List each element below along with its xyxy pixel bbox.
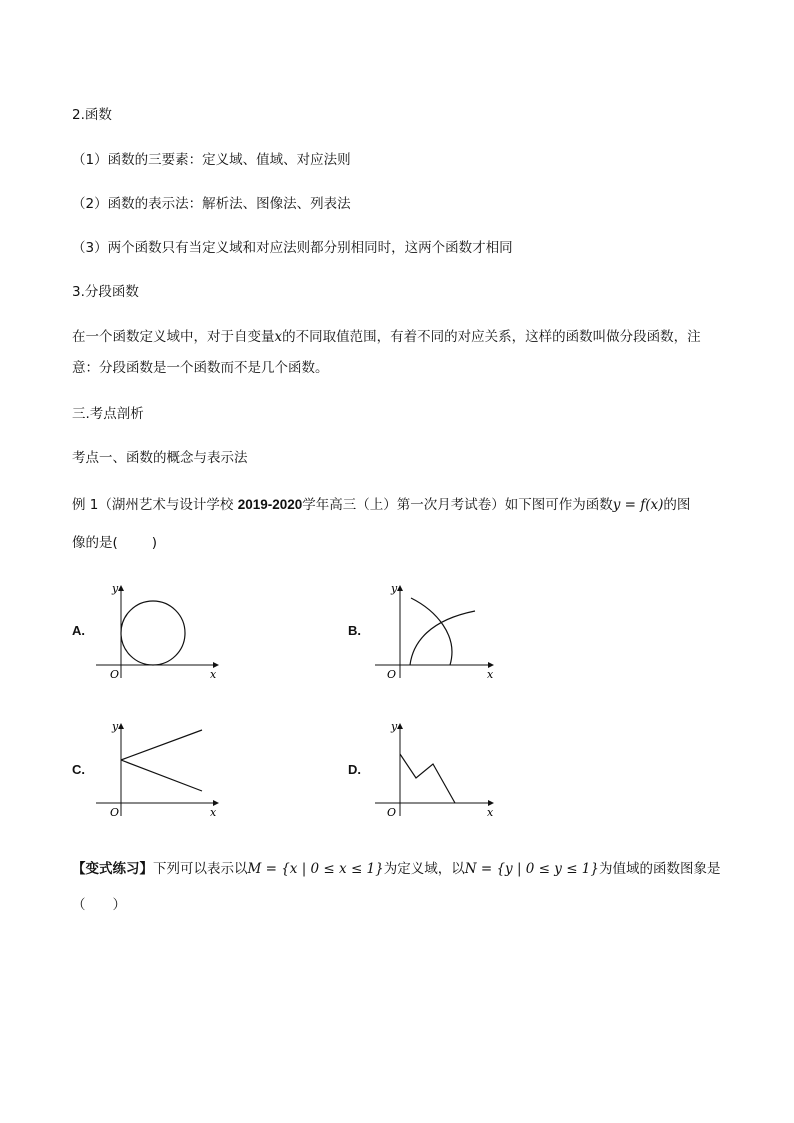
option-a-graph [96,580,226,680]
paragraph-text: 在一个函数定义域中，对于自变量 [72,329,275,345]
example-prefix: 例 1（湖州艺术与设计学校 [72,497,234,513]
section-3-paragraph-line-2: 意：分段函数是一个函数而不是几个函数。 [72,360,329,376]
option-c-label: C. [72,762,85,777]
variant-tag: 【变式练习】 [72,861,153,877]
section-2-item-3: （3）两个函数只有当定义域和对应法则都分别相同时，这两个函数才相同 [72,240,513,256]
example-tail: 的图 [663,497,691,513]
example-suffix: 学年高三（上）第一次月考试卷）如下图可作为函数 [302,497,613,513]
upper-ray [121,730,202,760]
variable-x: x [274,329,283,345]
section-2-item-1: （1）函数的三要素：定义域、值域、对应法则 [72,152,351,168]
y-axis-label: y [112,720,119,733]
section-2-item-2: （2）函数的表示法：解析法、图像法、列表法 [72,196,351,212]
origin-label: O [387,806,397,819]
point-1-title: 考点一、函数的概念与表示法 [72,450,248,466]
section-3-title: 3.分段函数 [72,284,139,300]
broken-line [400,754,455,803]
paragraph-text: 的不同取值范围，有着不同的对应关系，这样的函数叫做分段函数，注 [282,329,701,345]
function-formula: y = f(x) [612,497,664,513]
origin-label: O [110,668,120,681]
variant-answer-blank: （ ） [72,897,126,913]
example-1-line-1 [72,493,690,513]
example-1-line-2 [72,531,157,551]
option-d-label: D. [348,762,361,777]
sqrt-curve [410,611,475,665]
variant-exercise-line-1 [72,857,720,877]
section-3-paragraph-line-1 [72,325,701,345]
option-b-graph [375,580,505,680]
set-m: M = {x | 0 ≤ x ≤ 1} [247,861,384,877]
circle-curve [121,601,185,665]
variant-text-a: 下列可以表示以 [153,861,248,877]
origin-label: O [387,668,397,681]
x-axis-label: x [487,668,494,681]
y-axis-label: y [112,582,119,595]
sideways-curve [411,598,452,665]
answer-close: ) [151,535,158,551]
set-n: N = {y | 0 ≤ y ≤ 1} [464,861,599,877]
option-d-graph [375,718,505,818]
y-axis-label: y [391,582,398,595]
origin-label: O [110,806,120,819]
answer-open: 像的是( [72,535,118,551]
example-year: 2019-2020 [237,497,303,512]
option-b-label: B. [348,623,361,638]
option-a-label: A. [72,623,85,638]
x-axis-label: x [210,806,217,819]
option-c-graph [96,718,226,818]
x-axis-label: x [487,806,494,819]
part-3-title: 三.考点剖析 [72,406,144,422]
y-axis-label: y [391,720,398,733]
x-axis-label: x [210,668,217,681]
variant-text-c: 为值域的函数图象是 [598,861,721,877]
section-2-title: 2.函数 [72,107,112,123]
variant-text-b: 为定义域，以 [383,861,465,877]
lower-ray [121,760,202,791]
